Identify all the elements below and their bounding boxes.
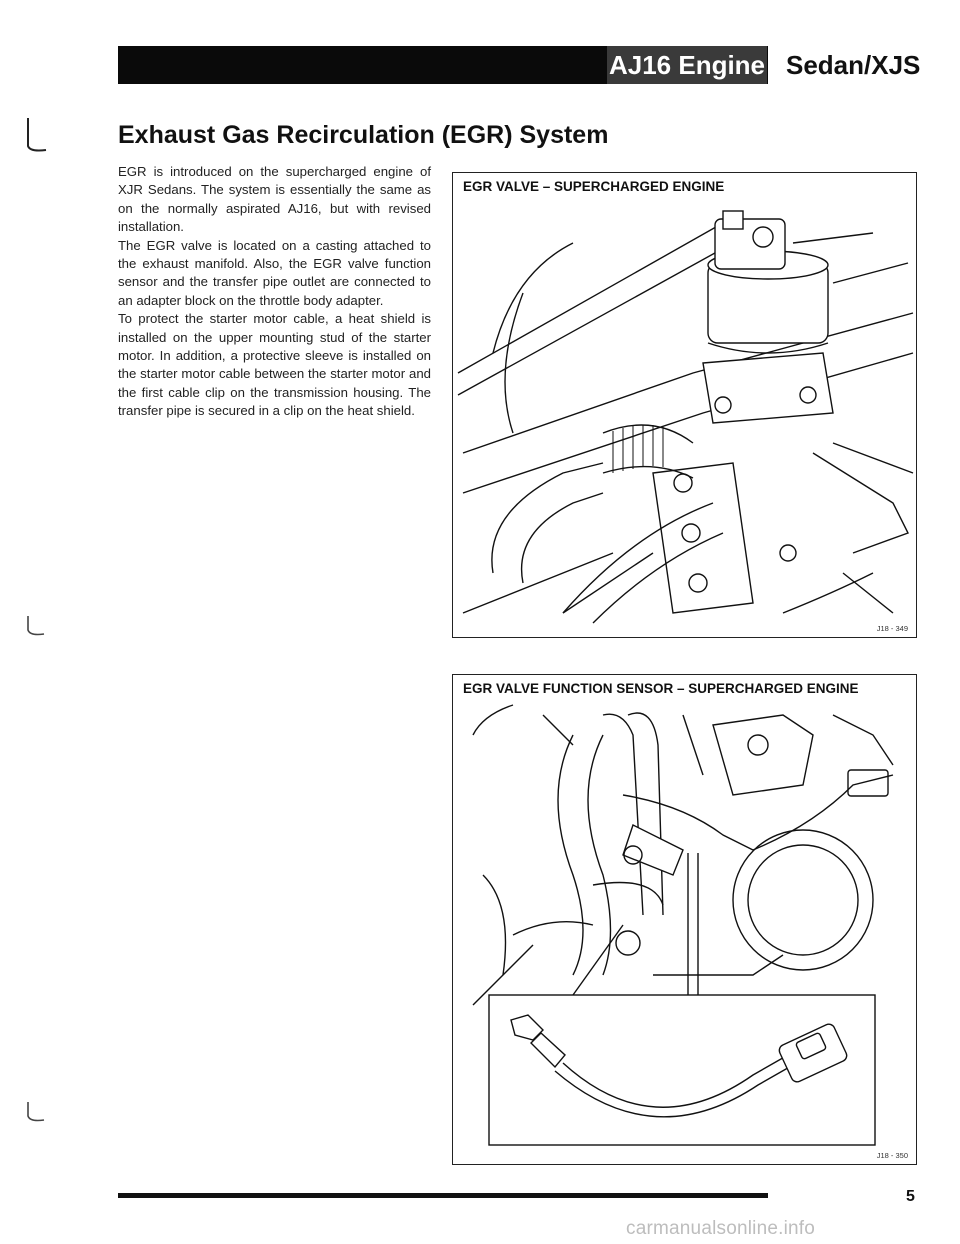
figure-egr-valve — [452, 172, 917, 638]
binding-mark — [22, 116, 52, 156]
binding-mark — [22, 1098, 52, 1128]
body-paragraph: The EGR valve is located on a casting attached to the exhaust manifold. Also, the EGR valve function sensor and the transfer pipe outlet are connected to an adapter block on the throttle body adapter. — [118, 237, 431, 308]
page-title: Exhaust Gas Recirculation (EGR) System — [118, 121, 609, 149]
engine-badge: AJ16 Engine — [607, 46, 767, 84]
figure-code: J18 - 350 — [876, 1151, 908, 1160]
watermark: carmanualsonline.info — [626, 1218, 816, 1239]
body-text — [118, 163, 431, 421]
page-number: 5 — [906, 1188, 915, 1205]
footer-rule — [118, 1193, 768, 1198]
model-title: Sedan/XJS — [786, 50, 921, 80]
egr-valve-illustration — [453, 173, 916, 637]
egr-sensor-illustration — [453, 675, 916, 1164]
binding-mark — [22, 612, 52, 642]
figure-title: EGR VALVE – SUPERCHARGED ENGINE — [463, 179, 725, 194]
body-paragraph: To protect the starter motor cable, a heat shield is installed on the upper mounting stud of the starter motor. In addition, a protective sleeve is installed on the starter motor cable between the starter motor and the first cable clip on the transmission housing. The transfer pipe is secured in a clip on the heat shield. — [118, 311, 431, 419]
body-paragraph: EGR is introduced on the supercharged engine of XJR Sedans. The system is essentially the same as on the normally aspirated AJ16, but with revised installation. — [118, 164, 431, 235]
figure-title: EGR VALVE FUNCTION SENSOR – SUPERCHARGED ENGINE — [463, 681, 859, 696]
figure-code: J18 - 349 — [876, 624, 908, 633]
figure-egr-sensor — [452, 674, 917, 1165]
